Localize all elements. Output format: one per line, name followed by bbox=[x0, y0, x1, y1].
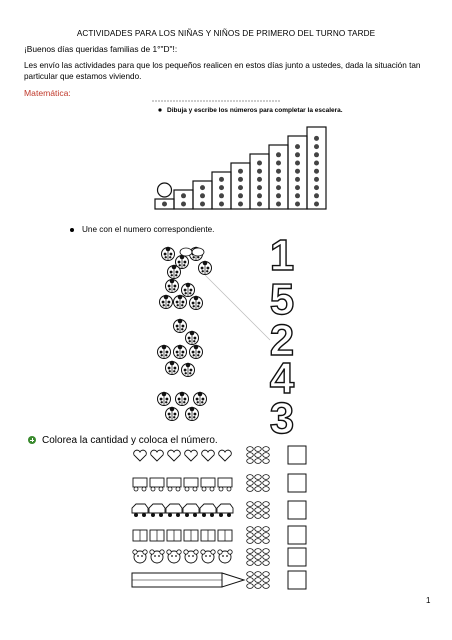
ladybug-icon bbox=[174, 345, 187, 359]
counting-row bbox=[132, 571, 306, 589]
count-dot[interactable] bbox=[255, 514, 262, 519]
count-dot[interactable] bbox=[255, 578, 262, 583]
staircase-dot bbox=[295, 193, 300, 198]
heart-icon bbox=[185, 450, 198, 461]
staircase-dot bbox=[314, 152, 319, 157]
staircase-dot bbox=[257, 185, 262, 190]
match-number-4: 4 bbox=[269, 354, 295, 403]
staircase-dot bbox=[295, 152, 300, 157]
staircase-dot bbox=[295, 177, 300, 182]
train-icon bbox=[167, 478, 181, 491]
staircase-dot bbox=[276, 161, 281, 166]
count-dot[interactable] bbox=[247, 578, 254, 583]
count-dot[interactable] bbox=[247, 502, 254, 507]
staircase-dot bbox=[276, 185, 281, 190]
bear-icon bbox=[184, 550, 198, 563]
count-dot[interactable] bbox=[255, 549, 262, 554]
count-dot[interactable] bbox=[255, 561, 262, 566]
count-dot[interactable] bbox=[263, 533, 270, 538]
document-title: ACTIVIDADES PARA LOS NIÑAS Y NIÑOS DE PRIMERO DEL TURNO TARDE bbox=[76, 29, 376, 38]
train-icon bbox=[184, 478, 198, 491]
count-dot-grid bbox=[247, 572, 270, 589]
count-dot[interactable] bbox=[255, 481, 262, 486]
count-dot[interactable] bbox=[263, 539, 270, 544]
tent-icon bbox=[150, 530, 164, 541]
intro-paragraph: Les envío las actividades para que los pequeños realicen en estos días junto a ustedes, dada la situación tan particular que estamos viviendo. bbox=[24, 61, 421, 81]
count-dot[interactable] bbox=[263, 514, 270, 519]
staircase-dot bbox=[295, 169, 300, 174]
ladybug-icon bbox=[158, 345, 171, 359]
answer-box[interactable] bbox=[288, 446, 306, 464]
answer-box[interactable] bbox=[288, 526, 306, 544]
staircase-dot bbox=[276, 202, 281, 207]
tent-icon bbox=[218, 530, 232, 541]
bullet-icon bbox=[158, 108, 161, 111]
ladybug-icon bbox=[162, 247, 175, 261]
heart-icon bbox=[219, 450, 232, 461]
staircase-dot bbox=[314, 136, 319, 141]
staircase-dot bbox=[314, 161, 319, 166]
count-dot[interactable] bbox=[255, 453, 262, 458]
bear-icon bbox=[167, 550, 181, 563]
staircase-dot bbox=[276, 193, 281, 198]
count-dot[interactable] bbox=[247, 555, 254, 560]
car-icon bbox=[217, 504, 233, 517]
color-instruction: Colorea la cantidad y coloca el número. bbox=[42, 435, 218, 446]
staircase-exercise bbox=[155, 127, 326, 209]
ladybug-icon bbox=[186, 407, 199, 421]
count-dot-grid bbox=[247, 549, 270, 566]
staircase-dot bbox=[295, 144, 300, 149]
match-instruction: Une con el numero correspondiente. bbox=[82, 225, 215, 234]
count-dot[interactable] bbox=[247, 459, 254, 464]
staircase-dot bbox=[238, 185, 243, 190]
count-dot[interactable] bbox=[247, 514, 254, 519]
car-icon bbox=[200, 504, 216, 517]
staircase-dot bbox=[219, 177, 224, 182]
counting-row bbox=[133, 474, 306, 492]
count-dot[interactable] bbox=[247, 447, 254, 452]
staircase-dot bbox=[200, 202, 205, 207]
answer-box[interactable] bbox=[288, 548, 306, 566]
ladybug-icon bbox=[182, 363, 195, 377]
car-icon bbox=[183, 504, 199, 517]
count-dot[interactable] bbox=[263, 508, 270, 513]
count-dot[interactable] bbox=[263, 447, 270, 452]
count-dot[interactable] bbox=[247, 453, 254, 458]
bear-icon bbox=[218, 550, 232, 563]
car-icon bbox=[166, 504, 182, 517]
count-dot[interactable] bbox=[255, 572, 262, 577]
count-dot-grid bbox=[247, 502, 270, 519]
count-dot[interactable] bbox=[263, 578, 270, 583]
count-dot[interactable] bbox=[255, 447, 262, 452]
staircase-instruction: Dibuja y escribe los números para completar la escalera. bbox=[167, 107, 343, 114]
count-dot[interactable] bbox=[263, 572, 270, 577]
count-dot[interactable] bbox=[247, 549, 254, 554]
staircase-dot bbox=[257, 177, 262, 182]
count-dot[interactable] bbox=[247, 527, 254, 532]
answer-box[interactable] bbox=[288, 571, 306, 589]
ladybug-icon bbox=[168, 265, 181, 279]
staircase-dot bbox=[219, 202, 224, 207]
staircase-dot bbox=[257, 202, 262, 207]
count-dot[interactable] bbox=[255, 487, 262, 492]
count-dot-grid bbox=[247, 527, 270, 544]
count-dot[interactable] bbox=[263, 487, 270, 492]
staircase-dot bbox=[257, 193, 262, 198]
staircase-dot bbox=[219, 193, 224, 198]
count-dot-grid bbox=[247, 475, 270, 492]
count-dot[interactable] bbox=[255, 555, 262, 560]
match-line bbox=[205, 275, 270, 340]
ladybug-icon bbox=[160, 295, 173, 309]
count-dot-grid bbox=[247, 447, 270, 464]
section-heading-math: Matemática: bbox=[24, 88, 71, 98]
train-icon bbox=[150, 478, 164, 491]
count-dot[interactable] bbox=[247, 584, 254, 589]
staircase-dot bbox=[200, 185, 205, 190]
tent-icon bbox=[133, 530, 147, 541]
staircase-dot bbox=[162, 202, 167, 207]
ladybug-icon bbox=[190, 345, 203, 359]
ladybug-icon bbox=[199, 261, 212, 275]
count-dot[interactable] bbox=[263, 459, 270, 464]
count-dot[interactable] bbox=[263, 481, 270, 486]
count-dot[interactable] bbox=[263, 561, 270, 566]
tent-icon bbox=[184, 530, 198, 541]
ladybug-groups bbox=[158, 247, 212, 421]
bear-icon bbox=[201, 550, 215, 563]
train-icon bbox=[133, 478, 147, 491]
count-dot[interactable] bbox=[255, 533, 262, 538]
heart-icon bbox=[134, 450, 147, 461]
car-icon bbox=[132, 504, 148, 517]
staircase-dot bbox=[295, 185, 300, 190]
ladybug-icon bbox=[166, 279, 179, 293]
heart-icon bbox=[202, 450, 215, 461]
count-dot[interactable] bbox=[255, 502, 262, 507]
tent-icon bbox=[201, 530, 215, 541]
ladybug-icon bbox=[174, 295, 187, 309]
staircase-dot bbox=[219, 185, 224, 190]
staircase-dot bbox=[257, 161, 262, 166]
count-dot[interactable] bbox=[247, 572, 254, 577]
answer-box[interactable] bbox=[288, 474, 306, 492]
count-dot[interactable] bbox=[263, 502, 270, 507]
staircase-dot bbox=[276, 169, 281, 174]
count-dot[interactable] bbox=[255, 459, 262, 464]
counting-row bbox=[132, 501, 306, 519]
page-number: 1 bbox=[426, 596, 431, 605]
count-dot[interactable] bbox=[263, 584, 270, 589]
staircase-header bbox=[152, 101, 343, 114]
staircase-dot bbox=[257, 169, 262, 174]
staircase-dot bbox=[238, 169, 243, 174]
staircase-dot bbox=[314, 144, 319, 149]
counting-rows bbox=[132, 446, 306, 589]
count-dot[interactable] bbox=[263, 453, 270, 458]
staircase-dot bbox=[238, 202, 243, 207]
ladybug-icon bbox=[186, 331, 199, 345]
answer-box[interactable] bbox=[288, 501, 306, 519]
heart-icon bbox=[168, 450, 181, 461]
train-icon bbox=[218, 478, 232, 491]
bear-icon bbox=[133, 550, 147, 563]
ladybug-icon bbox=[166, 407, 179, 421]
staircase-dot bbox=[314, 169, 319, 174]
counting-row bbox=[134, 446, 306, 464]
count-dot[interactable] bbox=[263, 475, 270, 480]
ladybug-icon bbox=[176, 392, 189, 406]
count-dot[interactable] bbox=[247, 539, 254, 544]
count-dot[interactable] bbox=[255, 508, 262, 513]
match-number-3: 3 bbox=[269, 394, 295, 443]
staircase-dot bbox=[238, 177, 243, 182]
staircase-dot bbox=[181, 202, 186, 207]
count-dot[interactable] bbox=[255, 584, 262, 589]
count-dot[interactable] bbox=[263, 527, 270, 532]
count-dot[interactable] bbox=[247, 481, 254, 486]
bear-icon bbox=[150, 550, 164, 563]
count-dot[interactable] bbox=[247, 487, 254, 492]
counting-row bbox=[133, 548, 306, 566]
ladybug-icon bbox=[166, 361, 179, 375]
heart-icon bbox=[151, 450, 164, 461]
count-dot[interactable] bbox=[255, 527, 262, 532]
match-number-5: 5 bbox=[269, 275, 295, 324]
car-icon bbox=[149, 504, 165, 517]
ladybug-icon bbox=[174, 319, 187, 333]
staircase-dot bbox=[276, 152, 281, 157]
staircase-dot bbox=[314, 185, 319, 190]
staircase-dot bbox=[200, 193, 205, 198]
count-dot[interactable] bbox=[247, 561, 254, 566]
staircase-dot bbox=[314, 202, 319, 207]
ladybug-icon bbox=[190, 296, 203, 310]
staircase-dot bbox=[295, 202, 300, 207]
count-dot[interactable] bbox=[255, 475, 262, 480]
counting-row bbox=[133, 526, 306, 544]
staircase-dot bbox=[276, 177, 281, 182]
match-number-1: 1 bbox=[269, 231, 295, 280]
staircase-dot bbox=[314, 193, 319, 198]
tent-icon bbox=[167, 530, 181, 541]
count-dot[interactable] bbox=[247, 475, 254, 480]
match-number-2: 2 bbox=[269, 316, 295, 365]
staircase-dot bbox=[238, 193, 243, 198]
staircase-dot bbox=[295, 161, 300, 166]
count-dot[interactable] bbox=[255, 539, 262, 544]
ladybug-icon bbox=[182, 283, 195, 297]
ladybug-icon bbox=[158, 392, 171, 406]
count-dot[interactable] bbox=[263, 555, 270, 560]
staircase-top-circle bbox=[158, 183, 172, 197]
count-dot[interactable] bbox=[263, 549, 270, 554]
count-dot[interactable] bbox=[247, 533, 254, 538]
count-dot[interactable] bbox=[247, 508, 254, 513]
staircase-dot bbox=[181, 193, 186, 198]
match-numbers bbox=[270, 231, 295, 443]
greeting: ¡Buenos días queridas familias de 1°"D"!: bbox=[24, 44, 178, 54]
train-icon bbox=[201, 478, 215, 491]
ladybug-icon bbox=[194, 392, 207, 406]
staircase-dot bbox=[314, 177, 319, 182]
